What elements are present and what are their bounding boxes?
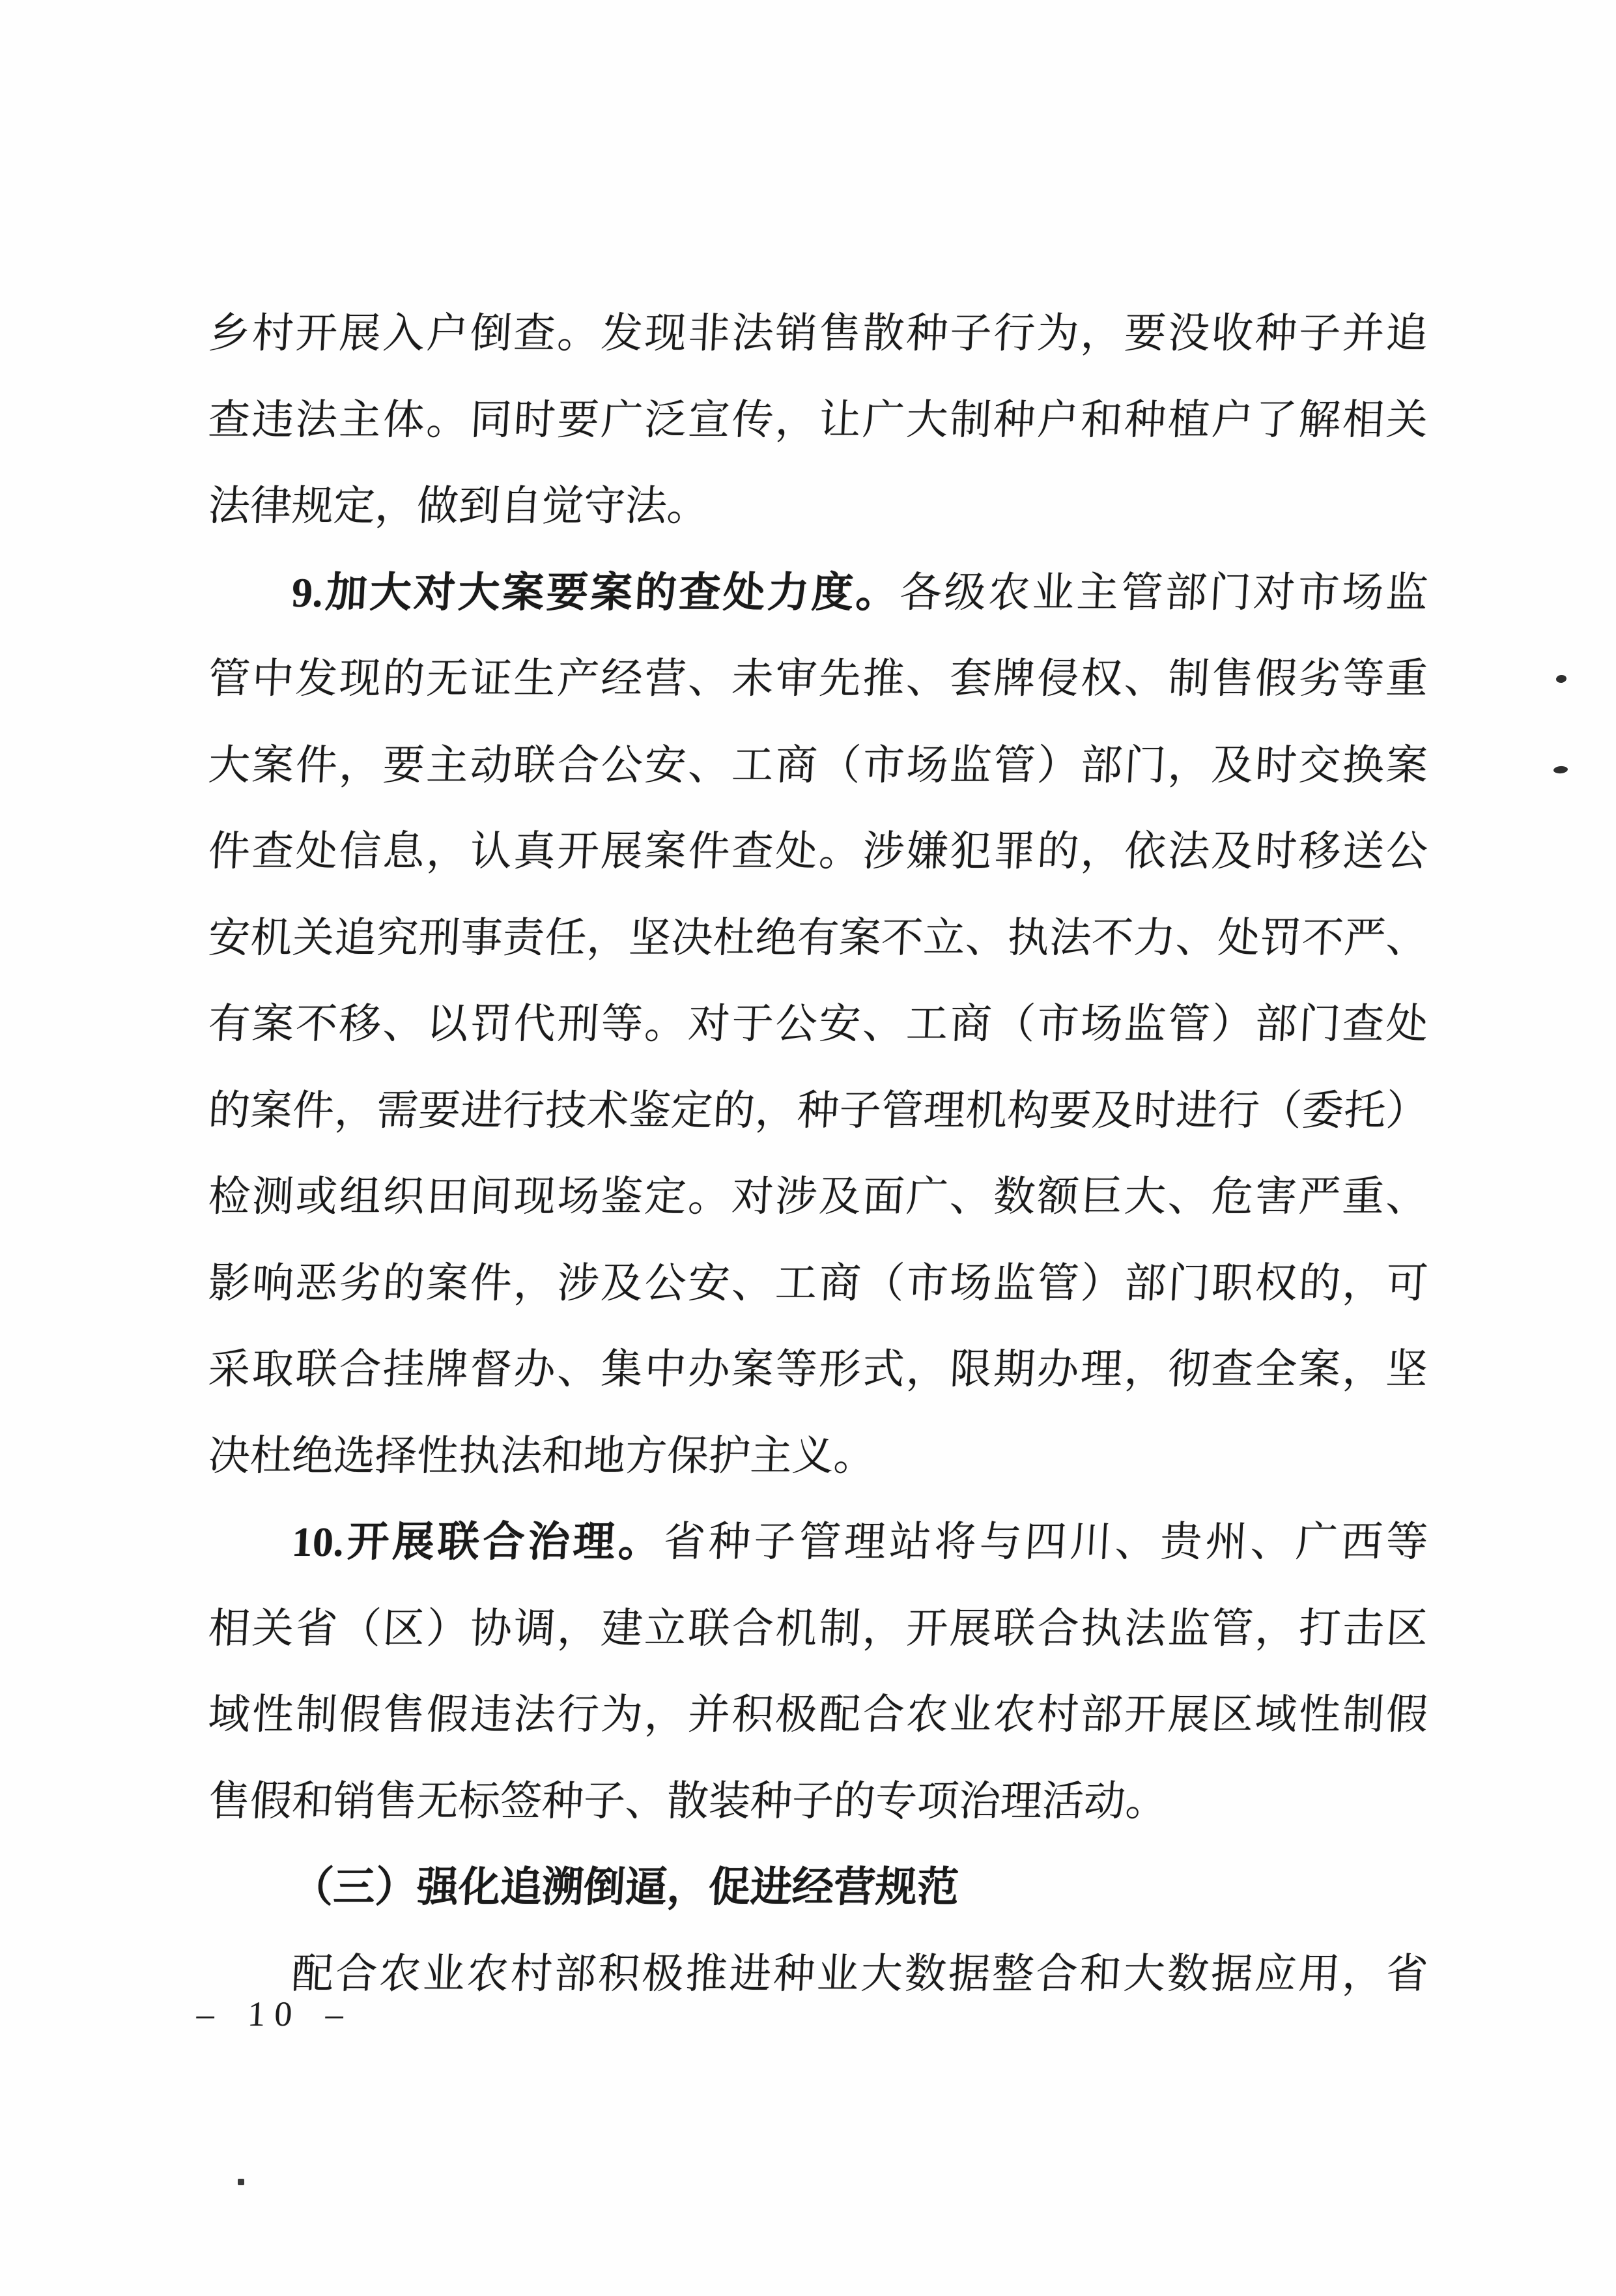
- bold-run: 10.开展联合治理。: [291, 1519, 665, 1565]
- text-line: [206, 377, 1430, 464]
- body-text: [208, 291, 1428, 2017]
- regular-run: 影响恶劣的案件，涉及公安、工商（市场监管）部门职权的，可: [207, 1259, 1429, 1306]
- text-line: [206, 1586, 1430, 1672]
- text-line: [206, 1327, 1430, 1413]
- bold-run: （三）强化追溯倒逼，促进经营规范: [291, 1864, 960, 1910]
- page-number: – 10 –: [195, 1994, 354, 2033]
- regular-run: 各级农业主管部门对市场监: [898, 569, 1429, 616]
- text-line: [206, 1844, 1430, 1931]
- text-line: [206, 1068, 1430, 1155]
- regular-run: 的案件，需要进行技术鉴定的，种子管理机构要及时进行（委托）: [207, 1087, 1429, 1134]
- text-line: [206, 463, 1430, 550]
- regular-run: 检测或组织田间现场鉴定。对涉及面广、数额巨大、危害严重、: [207, 1173, 1429, 1220]
- regular-run: 查违法主体。同时要广泛宣传，让广大制种户和种植户了解相关: [207, 396, 1429, 443]
- text-line: [206, 1672, 1430, 1758]
- text-line: [206, 1413, 1430, 1500]
- ink-speck: [1555, 674, 1567, 683]
- regular-run: 件查处信息，认真开展案件查处。涉嫌犯罪的，依法及时移送公: [207, 828, 1429, 874]
- text-line: [206, 1241, 1430, 1327]
- text-line: [206, 723, 1430, 809]
- text-line: [206, 1499, 1430, 1586]
- regular-run: 配合农业农村部积极推进种业大数据整合和大数据应用，省: [291, 1950, 1429, 1997]
- text-line: [206, 809, 1430, 895]
- text-line: [206, 981, 1430, 1068]
- text-line: [206, 550, 1430, 637]
- regular-run: 大案件，要主动联合公安、工商（市场监管）部门，及时交换案: [207, 741, 1429, 788]
- regular-run: 管中发现的无证生产经营、未审先推、套牌侵权、制售假劣等重: [207, 655, 1429, 702]
- regular-run: 采取联合挂牌督办、集中办案等形式，限期办理，彻查全案，坚: [207, 1346, 1429, 1392]
- text-line: [206, 895, 1430, 982]
- regular-run: 法律规定，做到自觉守法。: [207, 483, 710, 529]
- text-line: [206, 1931, 1430, 2018]
- regular-run: 决杜绝选择性执法和地方保护主义。: [207, 1432, 877, 1479]
- text-line: [206, 636, 1430, 723]
- text-line: [206, 1758, 1430, 1845]
- regular-run: 有案不移、以罚代刑等。对于公安、工商（市场监管）部门查处: [207, 1001, 1429, 1047]
- regular-run: 相关省（区）协调，建立联合机制，开展联合执法监管，打击区: [207, 1605, 1429, 1652]
- regular-run: 省种子管理站将与四川、贵州、广西等: [662, 1519, 1429, 1565]
- regular-run: 售假和销售无标签种子、散装种子的专项治理活动。: [207, 1777, 1169, 1824]
- bold-run: 9.加大对大案要案的查处力度。: [291, 569, 901, 616]
- ink-speck: [1553, 766, 1568, 774]
- text-line: [206, 291, 1430, 377]
- ink-speck: [238, 2179, 244, 2185]
- regular-run: 域性制假售假违法行为，并积极配合农业农村部开展区域性制假: [207, 1691, 1429, 1738]
- regular-run: 乡村开展入户倒查。发现非法销售散种子行为，要没收种子并追: [207, 310, 1429, 356]
- text-line: [206, 1154, 1430, 1241]
- regular-run: 安机关追究刑事责任，坚决杜绝有案不立、执法不力、处罚不严、: [207, 914, 1429, 961]
